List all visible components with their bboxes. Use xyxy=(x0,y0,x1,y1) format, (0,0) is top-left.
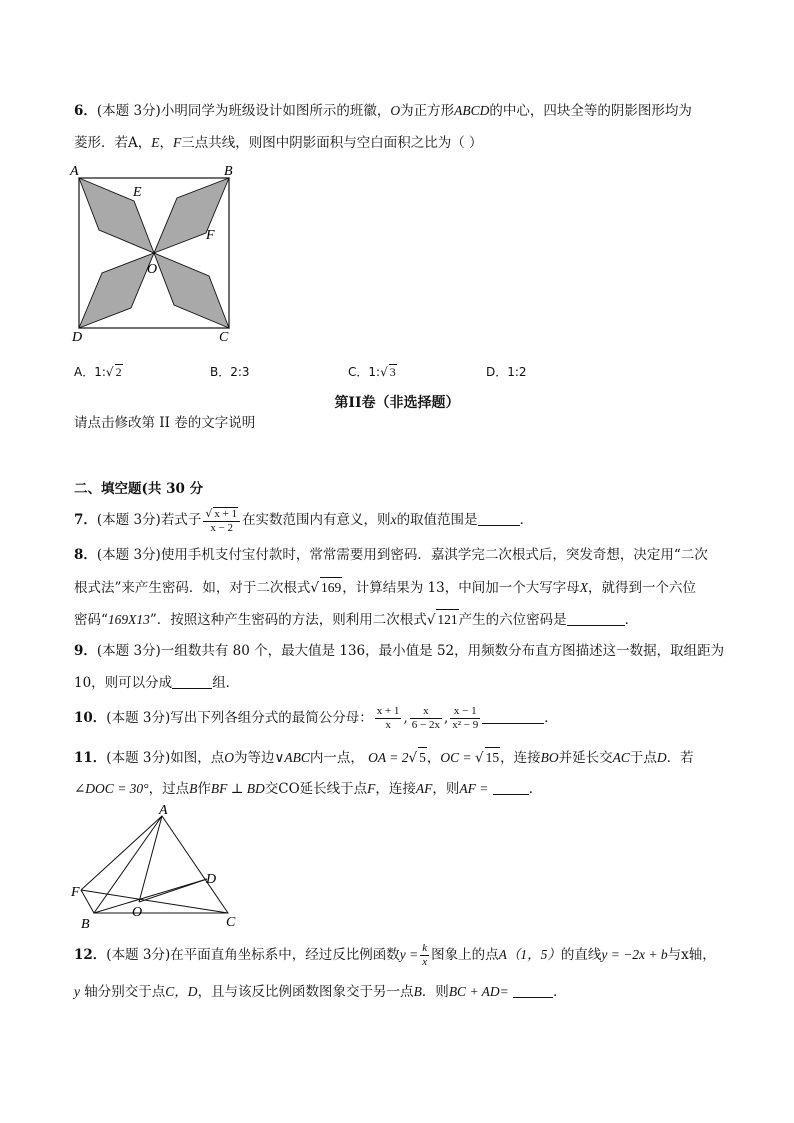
q6-var-e: E xyxy=(151,135,160,150)
q11-text: ．若 xyxy=(666,750,694,766)
q11-text: ，则 xyxy=(432,781,460,797)
q7-fraction: $\frac{√ x + 1}{x - 2}$ xyxy=(203,507,240,535)
q11-text: 于点 xyxy=(629,750,657,766)
q12-text: 与x轴， xyxy=(667,947,716,963)
q12-text: ．则 xyxy=(421,984,449,1000)
q7-denominator: x − 2 xyxy=(210,521,234,534)
q6-number: 6． xyxy=(74,103,97,119)
segment-bd xyxy=(94,879,207,913)
q6-text: 菱形．若A， xyxy=(74,135,152,151)
option-d[interactable] xyxy=(486,363,527,380)
q11-var: B xyxy=(189,781,198,796)
q8-text: 产生的六位密码是 xyxy=(458,612,567,628)
q12-text: 图象上的点 xyxy=(431,947,499,963)
q12-var: A（1，5） xyxy=(498,947,561,962)
q9-line1 xyxy=(74,641,724,661)
q6-score: (本题 3分) xyxy=(96,103,161,119)
q6-var-o: O xyxy=(390,103,401,118)
denominator: x xyxy=(422,956,428,968)
label-o: O xyxy=(132,905,143,920)
q8-number: 8． xyxy=(74,547,97,563)
q8-text: ，计算结果为 13，中间加一个大写字母 xyxy=(342,580,580,596)
section-title: 第II卷（非选择题） xyxy=(334,395,460,411)
q8-text: 密码“ xyxy=(74,612,108,628)
q11-text: ，过点 xyxy=(148,781,190,797)
segment-ao xyxy=(139,816,162,902)
label-f: F xyxy=(71,885,80,900)
section-note[interactable]: 请点击修改第 II 卷的文字说明 xyxy=(74,415,256,431)
q11-var: AC xyxy=(612,750,630,765)
label-e: E xyxy=(133,185,142,200)
q7-text: 在实数范围内有意义，则 xyxy=(242,512,391,528)
q7-answer-blank[interactable] xyxy=(478,511,520,526)
label-b: B xyxy=(81,917,90,932)
q8-text: 根式法”来产生密码．如，对于二次根式 xyxy=(74,580,311,596)
q7-line xyxy=(74,506,533,535)
q9-number: 9． xyxy=(74,643,97,659)
q11-text: 如图，点 xyxy=(170,750,225,766)
q11-line1: 11．(本题 3分)如图，点O为等边∨ABC内一点， OA = 2√ 5，OC = √ 15，连接BO并延长交AC于点D．若 xyxy=(74,747,694,768)
rhombus-top-right xyxy=(154,178,229,253)
q10-line: 10．(本题 3分)写出下列各组分式的最简公分母： $\frac{x + 1}{x}$ , $\frac{x}{6 - 2x}$ , $\frac{x - 1}{\text{x² − 9}}$ ． xyxy=(74,705,558,731)
q6-line1 xyxy=(74,101,692,121)
part2-heading: 二、填空题(共 30 分 xyxy=(74,481,204,497)
q9-score: (本题 3分) xyxy=(96,643,161,659)
q8-text: ． xyxy=(624,612,639,628)
segment-af xyxy=(81,816,162,890)
sqrt-sign: √ xyxy=(408,750,418,766)
sqrt-sign: √ xyxy=(105,365,114,379)
q12-fraction xyxy=(420,942,429,969)
label-o: O xyxy=(147,262,158,277)
q8-code: 169X13 xyxy=(107,612,150,627)
option-text: 1: xyxy=(368,365,381,379)
q11-score: (本题 3分) xyxy=(106,750,171,766)
option-a[interactable] xyxy=(74,363,123,380)
q11-line2 xyxy=(74,779,542,799)
q12-var: B xyxy=(413,984,422,999)
q12-line1 xyxy=(74,940,716,970)
q8-radicand: 121 xyxy=(436,609,458,630)
q7-text: ． xyxy=(519,512,534,528)
numerator: x + 1 xyxy=(376,705,400,717)
q11-text: 内一点， xyxy=(309,750,364,766)
q11-var: ∨ABC xyxy=(274,750,310,765)
q6-text: ， xyxy=(159,135,173,151)
denominator: 6 − 2x xyxy=(411,719,440,731)
q8-text: ，就得到一个六位 xyxy=(588,580,696,596)
label-b: B xyxy=(224,164,233,179)
q11-var: AF xyxy=(415,781,433,796)
q8-text: ”．按照这种产生密码的方法，则利用二次根式 xyxy=(149,612,427,628)
option-radicand: 3 xyxy=(389,365,396,379)
q8-radicand: 169 xyxy=(320,577,342,598)
q8-line2 xyxy=(74,577,696,598)
q6-text: 的中心，四块全等的阴影图形均为 xyxy=(489,103,692,119)
q7-text: 的取值范围是 xyxy=(396,512,478,528)
label-f: F xyxy=(206,228,215,243)
rhombus-bottom-left xyxy=(79,253,154,328)
q6-text: 小明同学为班级设计如图所示的班徽， xyxy=(160,103,391,119)
q7-text: 若式子 xyxy=(160,512,202,528)
q6-text: 为正方形 xyxy=(400,103,455,119)
q12-text: ，且与该反比例函数图象交于另一点 xyxy=(197,984,414,1000)
sqrt-sign: √ xyxy=(426,612,436,628)
q8-score: (本题 3分) xyxy=(96,547,161,563)
q11-var: ∠DOC = 30° xyxy=(74,781,149,796)
q11-var: OC = xyxy=(440,750,476,765)
q11-figure xyxy=(66,803,246,933)
rhombus-bottom-right xyxy=(154,253,229,328)
option-key: C． xyxy=(348,365,369,379)
q12-var: y = xyxy=(399,947,419,962)
rhombus-top-left xyxy=(79,178,154,253)
q10-number: 10． xyxy=(74,710,107,726)
q11-radicand: 5 xyxy=(418,747,427,768)
label-d: D xyxy=(206,872,217,887)
q9-text: 一组数共有 80 个，最大值是 136，最小值是 52，用频数分布直方图描述这一数据，取组距为 xyxy=(160,643,725,659)
option-key: B． xyxy=(210,365,231,379)
q11-var: F xyxy=(367,781,376,796)
q11-var: O xyxy=(224,750,234,765)
denominator: x xyxy=(385,719,391,731)
q11-answer-blank[interactable] xyxy=(493,780,529,795)
label-c: C xyxy=(226,915,236,930)
q7-var-x: x xyxy=(390,512,397,527)
q11-var: AF = xyxy=(459,781,489,796)
option-radicand: 2 xyxy=(115,365,122,379)
q12-var: y = −2x + b xyxy=(601,947,668,962)
q11-radicand: 15 xyxy=(485,747,501,768)
label-a: A xyxy=(159,803,168,818)
q8-answer-blank[interactable] xyxy=(567,611,625,626)
q8-text: 使用手机支付宝付款时，常常需要用到密码．嘉淇学完二次根式后，突发奇想，决定用“二次 xyxy=(160,547,708,563)
option-text: 1:2 xyxy=(507,365,527,379)
q11-var: BF ⊥ BD xyxy=(210,781,265,796)
q6-figure xyxy=(66,160,246,345)
q7-number: 7． xyxy=(74,512,97,528)
q12-number: 12． xyxy=(74,947,107,963)
q12-text: 的直线 xyxy=(560,947,602,963)
q11-text: 为等边 xyxy=(233,750,275,766)
q12-line2 xyxy=(74,982,567,1002)
option-text: 1: xyxy=(94,365,106,379)
sqrt-sign: √ xyxy=(475,750,484,766)
option-text: 2:3 xyxy=(230,365,250,379)
triangle-abc xyxy=(94,816,228,913)
q6-line2 xyxy=(74,133,483,153)
q12-var: C，D xyxy=(165,984,198,999)
q10-fraction-1 xyxy=(375,705,402,732)
q12-var: y xyxy=(74,984,80,999)
q12-score: (本题 3分) xyxy=(106,947,171,963)
label-d: D xyxy=(72,330,83,345)
segment-od xyxy=(139,879,207,902)
sqrt-sign: √ xyxy=(380,365,388,379)
q10-text: ． xyxy=(544,710,558,726)
q8-line3 xyxy=(74,609,638,630)
segment-bf xyxy=(81,890,94,913)
q10-score: (本题 3分) xyxy=(106,710,171,726)
option-b[interactable] xyxy=(210,363,250,380)
q11-text: 交CO延长线于点 xyxy=(264,781,368,797)
q10-answer-blank[interactable] xyxy=(482,709,544,724)
q11-var: D xyxy=(656,750,667,765)
q6-var-abcd: ABCD xyxy=(454,103,490,118)
q9-text: 10，则可以分成 xyxy=(74,675,173,691)
q11-text: 作 xyxy=(197,781,211,797)
q7-numerator: x + 1 xyxy=(214,507,238,520)
q11-text: 并延长交 xyxy=(558,750,613,766)
numerator: x xyxy=(410,705,442,719)
denominator: x² − 9 xyxy=(452,719,479,731)
option-key: D． xyxy=(486,365,508,379)
q10-text: 写出下列各组分式的最简公分母： xyxy=(170,710,373,726)
q12-text: ． xyxy=(553,984,567,1000)
q11-var: BO xyxy=(540,750,559,765)
q6-text: 三点共线，则图中阴影面积与空白面积之比为（ ） xyxy=(181,135,483,151)
q12-text: 轴分别交于点 xyxy=(84,984,166,1000)
sqrt-sign: √ xyxy=(310,580,320,596)
numerator: k xyxy=(422,942,428,954)
q10-fraction-3 xyxy=(450,705,480,732)
q11-text: ，连接 xyxy=(500,750,541,766)
q8-line1 xyxy=(74,545,708,565)
q12-answer-blank[interactable] xyxy=(513,983,553,998)
option-key: A． xyxy=(74,365,95,379)
q7-score: (本题 3分) xyxy=(96,512,161,528)
segment-fc xyxy=(81,890,228,913)
q6-var-f: F xyxy=(173,135,182,150)
q10-fraction-2 xyxy=(410,705,442,732)
q9-line2 xyxy=(74,673,239,693)
q11-number: 11． xyxy=(74,750,107,766)
q11-var: OA = 2 xyxy=(368,750,409,765)
q11-text: ，连接 xyxy=(375,781,416,797)
q12-var: BC + AD= xyxy=(448,984,509,999)
q9-answer-blank[interactable] xyxy=(172,674,212,689)
q8-var-x: X xyxy=(579,580,588,595)
q11-text: ． xyxy=(528,781,543,797)
label-a: A xyxy=(70,164,79,179)
numerator: x − 1 xyxy=(450,705,480,719)
q9-text: 组． xyxy=(212,675,240,691)
q12-text: 在平面直角坐标系中，经过反比例函数 xyxy=(170,947,400,963)
option-c[interactable] xyxy=(348,363,397,380)
label-c: C xyxy=(219,330,229,345)
